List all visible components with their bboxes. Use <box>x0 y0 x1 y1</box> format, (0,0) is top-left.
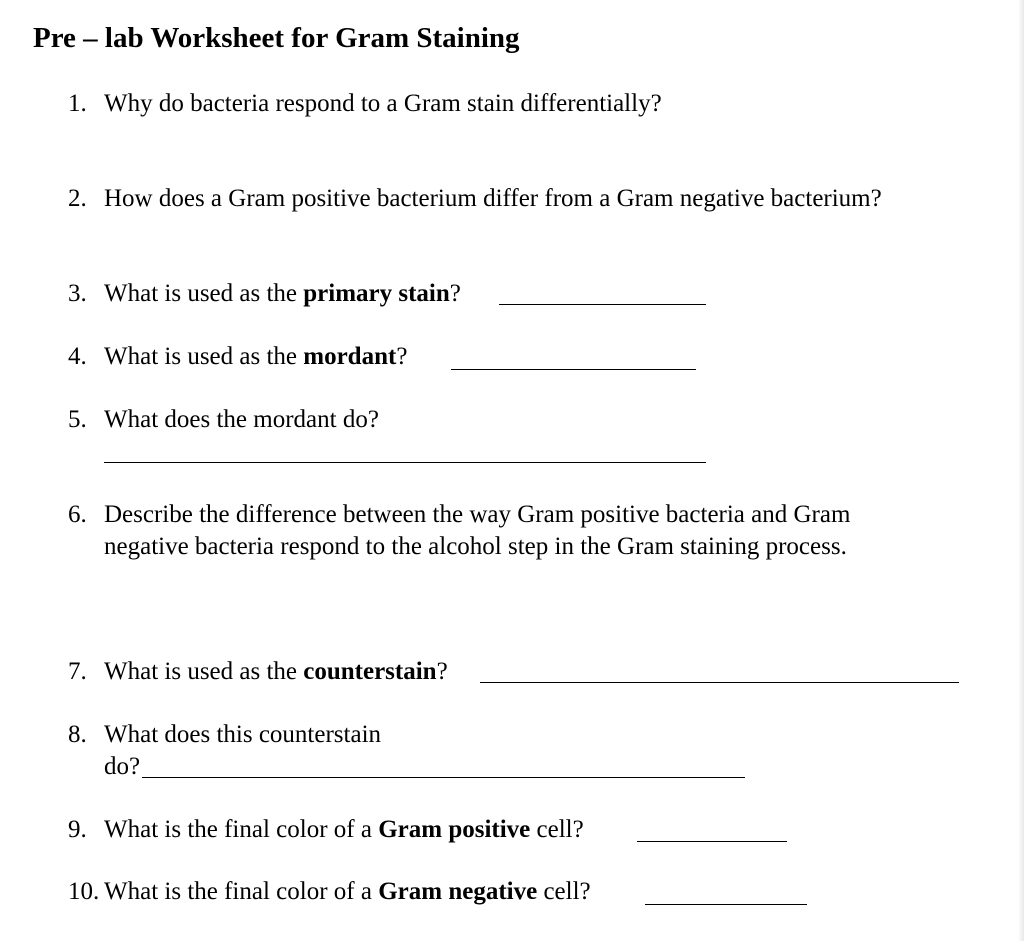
question-keyword: Gram negative <box>378 878 538 905</box>
page-edge-shadow <box>1018 0 1024 941</box>
question-keyword: Gram positive <box>378 816 531 843</box>
question-number: 8. <box>68 721 87 748</box>
question-number: 4. <box>68 343 87 370</box>
question-number: 6. <box>68 501 87 528</box>
answer-line-7[interactable] <box>480 682 959 683</box>
question-text: What does the mordant do? <box>104 406 379 433</box>
question-text-line-2: do? <box>104 753 141 780</box>
question-number: 5. <box>68 406 87 433</box>
answer-line-9[interactable] <box>637 841 787 842</box>
question-number: 2. <box>68 185 87 212</box>
answer-line-10[interactable] <box>645 904 807 905</box>
answer-line-8[interactable] <box>142 777 745 778</box>
question-number: 7. <box>68 658 87 685</box>
question-number: 3. <box>68 280 87 307</box>
question-text <box>104 341 407 373</box>
question-keyword: counterstain <box>303 658 437 685</box>
question-number: 9. <box>68 816 87 843</box>
question-text-line-1: What does this counterstain <box>104 721 382 748</box>
question-text <box>104 876 591 908</box>
question-text-part: What is the final color of a <box>104 878 379 905</box>
question-text-part: What is the final color of a <box>104 816 379 843</box>
question-text-part: cell? <box>530 816 584 843</box>
question-text: Why do bacteria respond to a Gram stain differentially? <box>104 90 662 117</box>
answer-line-4[interactable] <box>451 369 696 370</box>
question-text-line-2: negative bacteria respond to the alcohol step in the Gram staining process. <box>104 533 847 560</box>
page-title: Pre – lab Worksheet for Gram Staining <box>33 22 520 54</box>
question-text-part: ? <box>396 343 408 370</box>
question-keyword: mordant <box>303 343 397 370</box>
question-text-part: ? <box>436 658 448 685</box>
question-keyword: primary stain <box>303 280 450 307</box>
answer-line-3[interactable] <box>499 304 706 305</box>
question-text-line-1: Describe the difference between the way Gram positive bacteria and Gram <box>104 501 851 528</box>
question-text <box>104 656 448 688</box>
question-text-part: What is used as the <box>104 658 304 685</box>
question-number: 1. <box>68 90 87 117</box>
question-text <box>104 814 584 846</box>
question-text: How does a Gram positive bacterium differ from a Gram negative bacterium? <box>104 185 882 212</box>
question-text <box>104 278 461 310</box>
answer-line-5[interactable] <box>104 462 706 463</box>
question-number: 10. <box>68 878 100 905</box>
question-text-part: What is used as the <box>104 280 304 307</box>
question-text-part: What is used as the <box>104 343 304 370</box>
question-text-part: ? <box>449 280 461 307</box>
question-text-part: cell? <box>537 878 591 905</box>
